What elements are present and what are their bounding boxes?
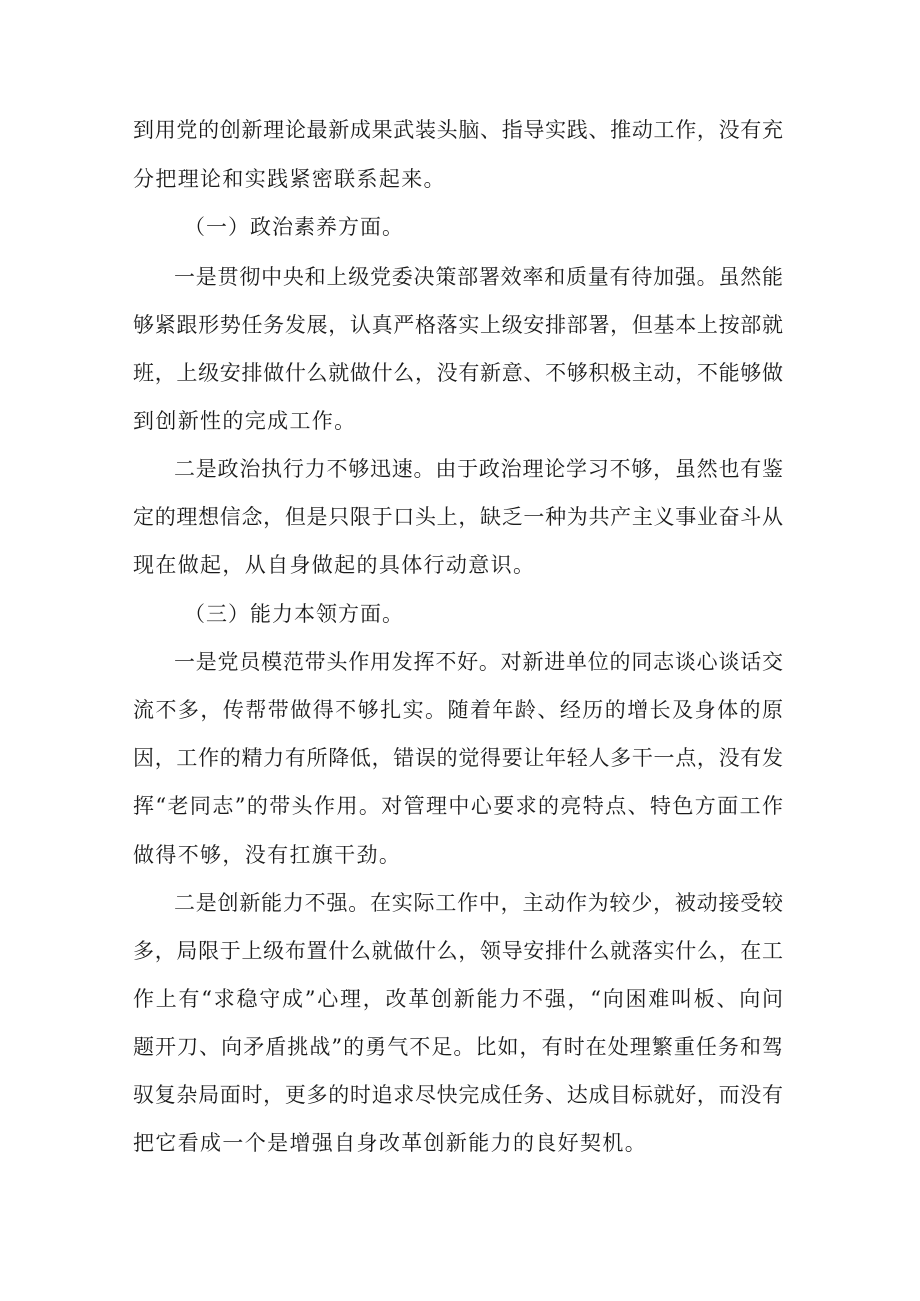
text-line: 作上有“求稳守成”心理，改革创新能力不强，“向困难叫板、向问 [133,987,783,1011]
section-heading: （一）政治素养方面。 [184,215,404,239]
text-line: 班，上级安排做什么就做什么，没有新意、不够积极主动，不能够做 [133,361,783,385]
text-line: 一是党员模范带头作用发挥不好。对新进单位的同志谈心谈话交 [174,650,783,674]
section-heading: （三）能力本领方面。 [184,602,404,626]
text-line: 够紧跟形势任务发展，认真严格落实上级安排部署，但基本上按部就 [133,313,783,337]
text-line: 题开刀、向矛盾挑战”的勇气不足。比如，有时在处理繁重任务和驾 [133,1035,783,1059]
text-line: 定的理想信念，但是只限于口头上，缺乏一种为共产主义事业奋斗从 [133,505,783,529]
text-line: 二是创新能力不强。在实际工作中，主动作为较少，被动接受较 [174,891,783,915]
text-line: 因，工作的精力有所降低，错误的觉得要让年轻人多干一点，没有发 [133,746,783,770]
text-line: 挥“老同志”的带头作用。对管理中心要求的亮特点、特色方面工作 [133,794,783,818]
text-line: 二是政治执行力不够迅速。由于政治理论学习不够，虽然也有鉴 [174,457,783,481]
text-line: 把它看成一个是增强自身改革创新能力的良好契机。 [133,1131,648,1155]
text-line: 驭复杂局面时，更多的时追求尽快完成任务、达成目标就好，而没有 [133,1083,783,1107]
text-line: 现在做起，从自身做起的具体行动意识。 [133,553,536,577]
text-line: 做得不够，没有扛旗干劲。 [133,843,402,867]
text-line: 一是贯彻中央和上级党委决策部署效率和质量有待加强。虽然能 [174,265,783,289]
text-line: 流不多，传帮带做得不够扎实。随着年龄、经历的增长及身体的原 [133,698,783,722]
text-line: 多，局限于上级布置什么就做什么，领导安排什么就落实什么，在工 [133,939,783,963]
text-line: 到创新性的完成工作。 [133,409,357,433]
text-line: 分把理论和实践紧密联系起来。 [133,167,446,191]
text-line: 到用党的创新理论最新成果武装头脑、指导实践、推动工作，没有充 [133,118,783,142]
